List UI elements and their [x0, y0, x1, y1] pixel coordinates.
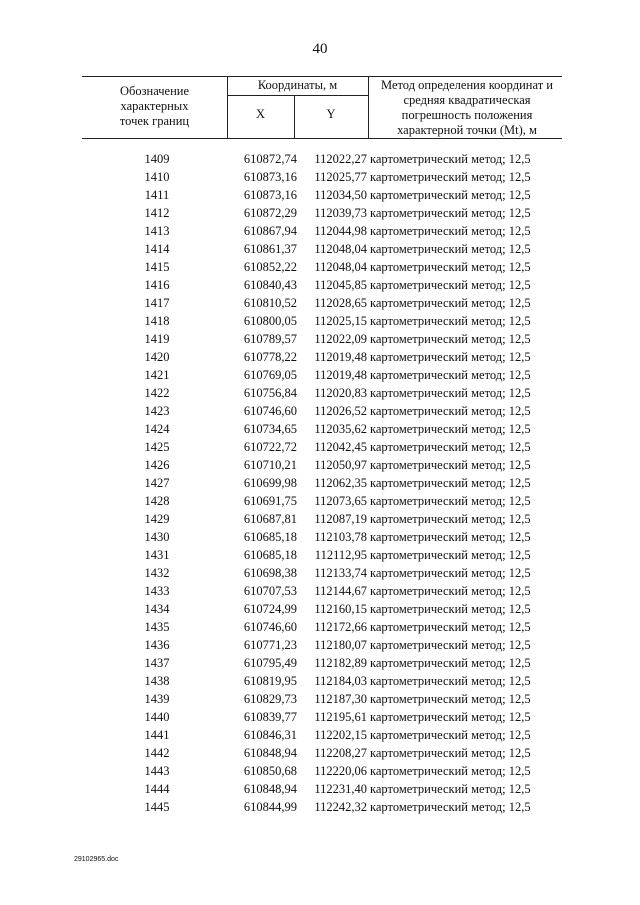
coord-x: 610844,99 [243, 800, 297, 814]
table-row [82, 618, 562, 636]
method-cell: картометрический метод; 12,5 [370, 278, 531, 292]
coord-x: 610872,74 [243, 152, 297, 166]
method-cell: картометрический метод; 12,5 [370, 566, 531, 580]
coord-x: 610756,84 [243, 386, 297, 400]
header-y: Y [326, 107, 336, 121]
coord-y: 112172,66 [314, 620, 367, 634]
table-row [82, 168, 562, 186]
coord-y: 112039,73 [314, 206, 367, 220]
method-cell: картометрический метод; 12,5 [370, 476, 531, 490]
header-divider-3 [368, 76, 369, 138]
coord-x: 610710,21 [243, 458, 297, 472]
point-id: 1432 [144, 566, 170, 580]
table-row [82, 366, 562, 384]
coord-y: 112087,19 [314, 512, 367, 526]
coordinates-rule [227, 95, 368, 96]
header-bottom-rule [82, 138, 562, 139]
coord-x: 610685,18 [243, 530, 297, 544]
header-method: Метод определения координат и средняя квадратическая погрешность положения характерной точки (Mt), м [381, 78, 553, 137]
method-cell: картометрический метод; 12,5 [370, 422, 531, 436]
coord-y: 112182,89 [314, 656, 367, 670]
coord-x: 610840,43 [243, 278, 297, 292]
point-id: 1434 [144, 602, 170, 616]
method-cell: картометрический метод; 12,5 [370, 584, 531, 598]
method-cell: картометрический метод; 12,5 [370, 332, 531, 346]
method-cell: картометрический метод; 12,5 [370, 458, 531, 472]
point-id: 1440 [144, 710, 170, 724]
table-row [82, 276, 562, 294]
table-row [82, 438, 562, 456]
table-row [82, 582, 562, 600]
method-cell: картометрический метод; 12,5 [370, 692, 531, 706]
coord-x: 610778,22 [243, 350, 297, 364]
table-row [82, 258, 562, 276]
table-row [82, 474, 562, 492]
method-cell: картометрический метод; 12,5 [370, 314, 531, 328]
table-row [82, 420, 562, 438]
point-id: 1441 [144, 728, 170, 742]
coord-y: 112025,77 [314, 170, 367, 184]
method-cell: картометрический метод; 12,5 [370, 242, 531, 256]
coord-x: 610872,29 [243, 206, 297, 220]
table-row [82, 330, 562, 348]
coord-y: 112133,74 [314, 566, 367, 580]
method-cell: картометрический метод; 12,5 [370, 710, 531, 724]
point-id: 1443 [144, 764, 170, 778]
point-id: 1415 [144, 260, 170, 274]
method-cell: картометрический метод; 12,5 [370, 296, 531, 310]
coord-y: 112044,98 [314, 224, 367, 238]
coord-y: 112112,95 [314, 548, 367, 562]
coord-x: 610691,75 [243, 494, 297, 508]
coord-y: 112160,15 [314, 602, 367, 616]
table-row [82, 780, 562, 798]
coord-y: 112187,30 [314, 692, 367, 706]
coord-x: 610819,95 [243, 674, 297, 688]
coord-y: 112035,62 [314, 422, 367, 436]
method-cell: картометрический метод; 12,5 [370, 602, 531, 616]
coord-x: 610699,98 [243, 476, 297, 490]
coord-y: 112019,48 [314, 368, 367, 382]
coord-x: 610850,68 [243, 764, 297, 778]
coord-x: 610848,94 [243, 746, 297, 760]
coord-y: 112208,27 [314, 746, 367, 760]
point-id: 1429 [144, 512, 170, 526]
point-id: 1428 [144, 494, 170, 508]
coord-y: 112050,97 [314, 458, 367, 472]
point-id: 1433 [144, 584, 170, 598]
method-cell: картометрический метод; 12,5 [370, 548, 531, 562]
coord-x: 610867,94 [243, 224, 297, 238]
coord-y: 112042,45 [314, 440, 367, 454]
method-cell: картометрический метод; 12,5 [370, 638, 531, 652]
coord-x: 610873,16 [243, 170, 297, 184]
coord-x: 610724,99 [243, 602, 297, 616]
coord-y: 112034,50 [314, 188, 367, 202]
coord-x: 610746,60 [243, 404, 297, 418]
coord-y: 112028,65 [314, 296, 367, 310]
coord-x: 610861,37 [243, 242, 297, 256]
coord-y: 112144,67 [314, 584, 367, 598]
method-cell: картометрический метод; 12,5 [370, 350, 531, 364]
coord-y: 112020,83 [314, 386, 367, 400]
coord-y: 112103,78 [314, 530, 367, 544]
point-id: 1426 [144, 458, 170, 472]
point-id: 1411 [144, 188, 170, 202]
method-cell: картометрический метод; 12,5 [370, 260, 531, 274]
point-id: 1444 [144, 782, 170, 796]
point-id: 1419 [144, 332, 170, 346]
point-id: 1422 [144, 386, 170, 400]
table-row [82, 744, 562, 762]
coord-y: 112048,04 [314, 242, 367, 256]
table-row [82, 384, 562, 402]
method-cell: картометрический метод; 12,5 [370, 800, 531, 814]
method-cell: картометрический метод; 12,5 [370, 728, 531, 742]
point-id: 1439 [144, 692, 170, 706]
coord-y: 112022,09 [314, 332, 367, 346]
coord-y: 112202,15 [314, 728, 367, 742]
point-id: 1436 [144, 638, 170, 652]
coord-y: 112231,40 [314, 782, 367, 796]
table-row [82, 510, 562, 528]
method-cell: картометрический метод; 12,5 [370, 188, 531, 202]
coord-x: 610795,49 [243, 656, 297, 670]
coord-x: 610839,77 [243, 710, 297, 724]
coord-x: 610789,57 [243, 332, 297, 346]
table-row [82, 798, 562, 816]
method-cell: картометрический метод; 12,5 [370, 368, 531, 382]
coord-x: 610771,23 [243, 638, 297, 652]
method-cell: картометрический метод; 12,5 [370, 440, 531, 454]
coord-y: 112025,15 [314, 314, 367, 328]
table-row [82, 492, 562, 510]
coord-x: 610800,05 [243, 314, 297, 328]
coord-y: 112048,04 [314, 260, 367, 274]
table-row [82, 204, 562, 222]
table-row [82, 600, 562, 618]
table-row [82, 690, 562, 708]
point-id: 1412 [144, 206, 170, 220]
table-row [82, 222, 562, 240]
file-name: 29102965.doc [74, 856, 119, 863]
coord-y: 112220,06 [314, 764, 367, 778]
method-cell: картометрический метод; 12,5 [370, 764, 531, 778]
coord-x: 610846,31 [243, 728, 297, 742]
point-id: 1413 [144, 224, 170, 238]
point-id: 1430 [144, 530, 170, 544]
point-id: 1442 [144, 746, 170, 760]
coord-y: 112019,48 [314, 350, 367, 364]
header-point: Обозначение характерных точек границ [119, 84, 190, 128]
point-id: 1427 [144, 476, 170, 490]
point-id: 1423 [144, 404, 170, 418]
method-cell: картометрический метод; 12,5 [370, 782, 531, 796]
point-id: 1418 [144, 314, 170, 328]
point-id: 1435 [144, 620, 170, 634]
table-row [82, 240, 562, 258]
coord-x: 610769,05 [243, 368, 297, 382]
method-cell: картометрический метод; 12,5 [370, 170, 531, 184]
coord-x: 610698,38 [243, 566, 297, 580]
coord-y: 112045,85 [314, 278, 367, 292]
table-row [82, 564, 562, 582]
table-row [82, 528, 562, 546]
table-row [82, 456, 562, 474]
point-id: 1424 [144, 422, 170, 436]
point-id: 1409 [144, 152, 170, 166]
method-cell: картометрический метод; 12,5 [370, 152, 531, 166]
method-cell: картометрический метод; 12,5 [370, 746, 531, 760]
coord-y: 112180,07 [314, 638, 367, 652]
method-cell: картометрический метод; 12,5 [370, 512, 531, 526]
point-id: 1414 [144, 242, 170, 256]
table-header [82, 76, 562, 138]
method-cell: картометрический метод; 12,5 [370, 224, 531, 238]
coord-x: 610829,73 [243, 692, 297, 706]
coord-x: 610687,81 [243, 512, 297, 526]
point-id: 1420 [144, 350, 170, 364]
table-row [82, 636, 562, 654]
table-row [82, 654, 562, 672]
coord-x: 610873,16 [243, 188, 297, 202]
method-cell: картометрический метод; 12,5 [370, 404, 531, 418]
point-id: 1437 [144, 656, 170, 670]
table-row [82, 150, 562, 168]
point-id: 1416 [144, 278, 170, 292]
point-id: 1438 [144, 674, 170, 688]
table-row [82, 708, 562, 726]
coord-x: 610810,52 [243, 296, 297, 310]
method-cell: картометрический метод; 12,5 [370, 494, 531, 508]
method-cell: картометрический метод; 12,5 [370, 206, 531, 220]
table-row [82, 402, 562, 420]
coord-y: 112022,27 [314, 152, 367, 166]
coord-y: 112242,32 [314, 800, 367, 814]
table-row [82, 312, 562, 330]
method-cell: картометрический метод; 12,5 [370, 656, 531, 670]
coord-x: 610685,18 [243, 548, 297, 562]
coord-y: 112184,03 [314, 674, 367, 688]
method-cell: картометрический метод; 12,5 [370, 620, 531, 634]
header-x: X [255, 107, 266, 121]
coord-x: 610852,22 [243, 260, 297, 274]
table-row [82, 762, 562, 780]
point-id: 1410 [144, 170, 170, 184]
coord-y: 112026,52 [314, 404, 367, 418]
table-row [82, 672, 562, 690]
table-row [82, 348, 562, 366]
table-row [82, 726, 562, 744]
method-cell: картометрический метод; 12,5 [370, 530, 531, 544]
point-id: 1421 [144, 368, 170, 382]
table-row [82, 186, 562, 204]
coord-x: 610848,94 [243, 782, 297, 796]
method-cell: картометрический метод; 12,5 [370, 674, 531, 688]
point-id: 1417 [144, 296, 170, 310]
method-cell: картометрический метод; 12,5 [370, 386, 531, 400]
point-id: 1431 [144, 548, 170, 562]
coord-x: 610734,65 [243, 422, 297, 436]
coord-y: 112195,61 [314, 710, 367, 724]
page-number: 40 [312, 41, 328, 57]
table-body [82, 150, 562, 816]
coord-x: 610746,60 [243, 620, 297, 634]
point-id: 1425 [144, 440, 170, 454]
table-row [82, 546, 562, 564]
coord-x: 610707,53 [243, 584, 297, 598]
header-top-rule [82, 76, 562, 77]
header-coordinates: Координаты, м [257, 78, 338, 92]
point-id: 1445 [144, 800, 170, 814]
coord-y: 112062,35 [314, 476, 367, 490]
coord-x: 610722,72 [243, 440, 297, 454]
coord-y: 112073,65 [314, 494, 367, 508]
table-row [82, 294, 562, 312]
